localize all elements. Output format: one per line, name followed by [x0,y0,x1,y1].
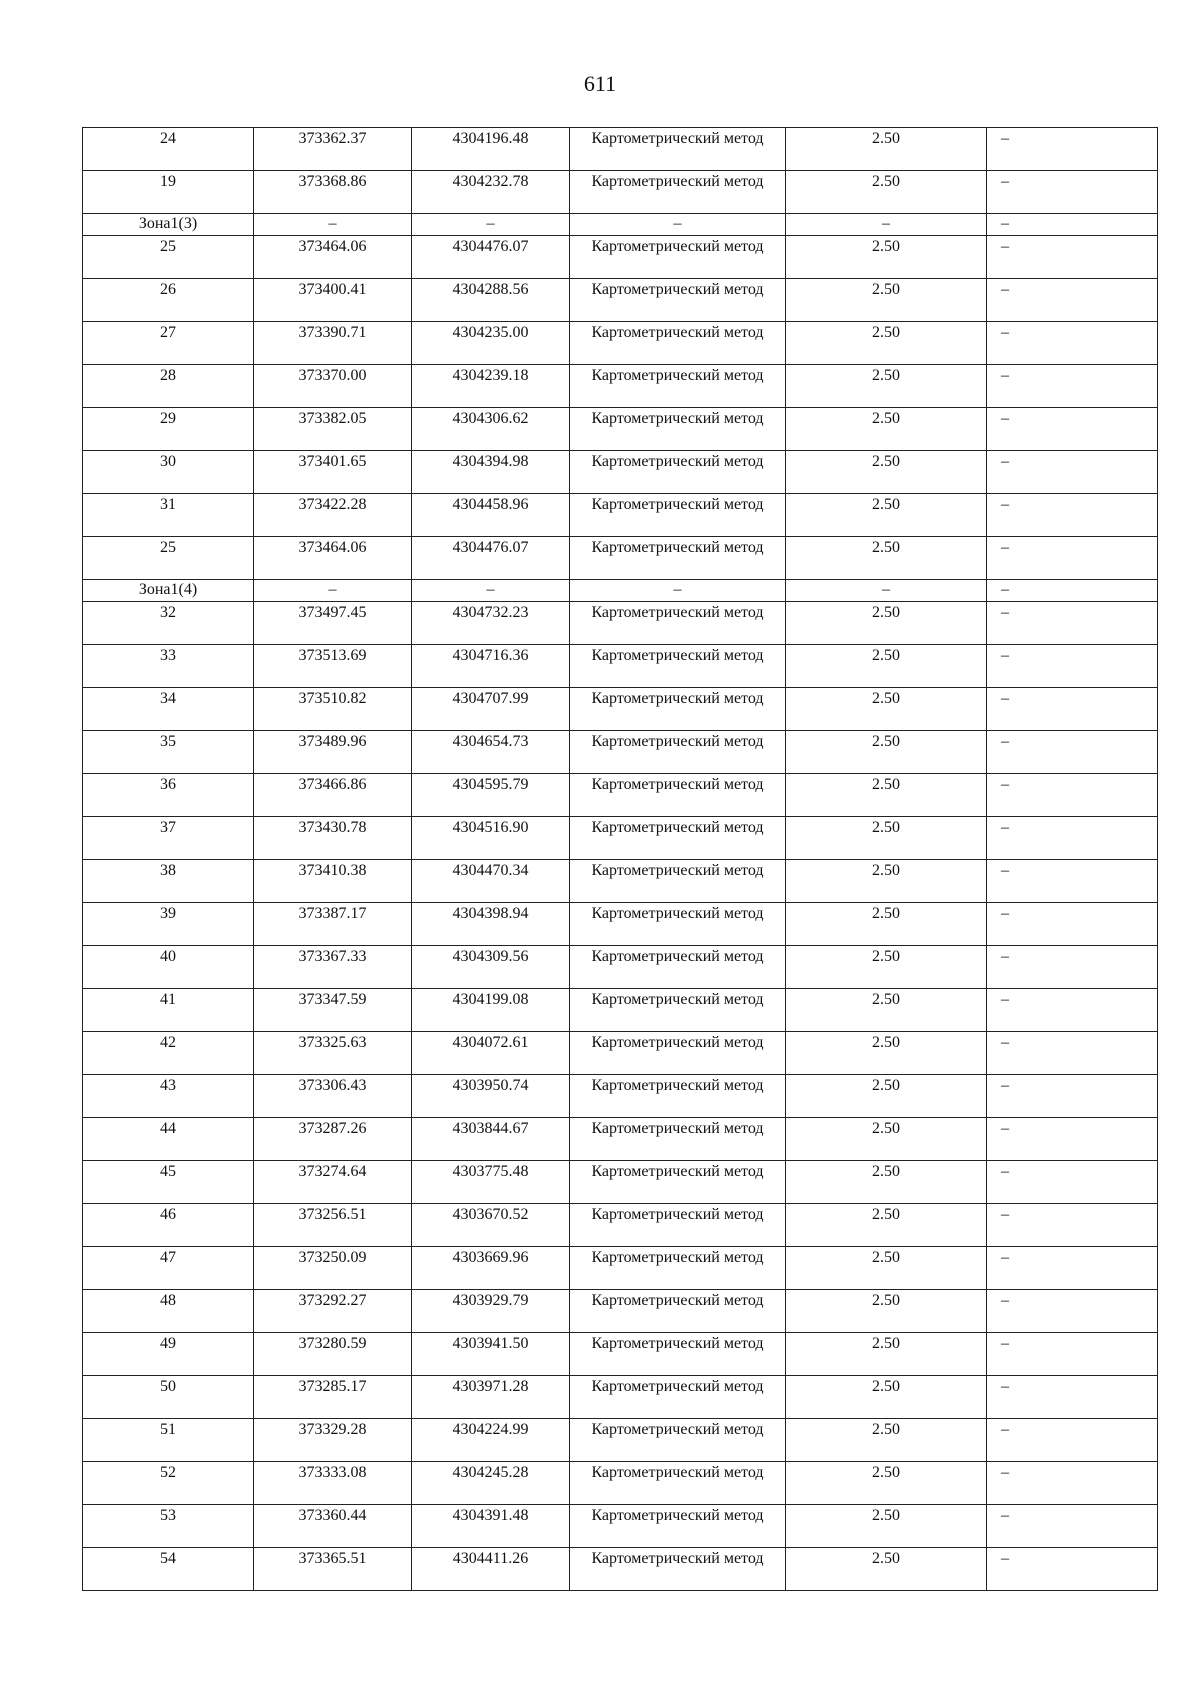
accuracy-cell: 2.50 [786,731,987,774]
table-row [83,1548,1158,1591]
accuracy-cell: 2.50 [786,408,987,451]
x-coordinate-cell: 373400.41 [254,279,412,322]
table-row [83,1032,1158,1075]
description-cell: – [987,1290,1158,1333]
x-coordinate-cell: 373390.71 [254,322,412,365]
x-coordinate-cell: 373292.27 [254,1290,412,1333]
x-coordinate-cell: 373401.65 [254,451,412,494]
x-coordinate-cell: 373497.45 [254,602,412,645]
method-cell: Картометрический метод [570,1333,786,1376]
point-number-cell: 41 [83,989,254,1032]
method-cell: Картометрический метод [570,171,786,214]
point-number-cell: 37 [83,817,254,860]
y-coordinate-cell: 4303929.79 [412,1290,570,1333]
y-coordinate-cell: 4304716.36 [412,645,570,688]
table-row [83,1376,1158,1419]
point-number-cell: 26 [83,279,254,322]
description-cell: – [987,903,1158,946]
accuracy-cell: 2.50 [786,322,987,365]
y-coordinate-cell: 4304391.48 [412,1505,570,1548]
description-cell: – [987,1376,1158,1419]
y-coordinate-cell: 4304516.90 [412,817,570,860]
point-number-cell: 52 [83,1462,254,1505]
accuracy-cell: 2.50 [786,989,987,1032]
accuracy-cell: 2.50 [786,1505,987,1548]
method-cell: Картометрический метод [570,128,786,171]
page-number: 611 [583,71,617,96]
method-cell: Картометрический метод [570,688,786,731]
description-cell: – [987,322,1158,365]
table-row [83,279,1158,322]
description-cell: – [987,171,1158,214]
description-cell: – [987,279,1158,322]
table-row [83,128,1158,171]
table-row [83,731,1158,774]
y-coordinate-cell: 4303941.50 [412,1333,570,1376]
method-cell: Картометрический метод [570,1376,786,1419]
point-number-cell: 53 [83,1505,254,1548]
accuracy-cell: 2.50 [786,1204,987,1247]
accuracy-cell: 2.50 [786,1333,987,1376]
accuracy-cell: 2.50 [786,1376,987,1419]
accuracy-cell: 2.50 [786,1118,987,1161]
accuracy-cell: 2.50 [786,1462,987,1505]
point-number-cell: 32 [83,602,254,645]
method-cell: Картометрический метод [570,946,786,989]
y-coordinate-cell: 4304398.94 [412,903,570,946]
description-cell: – [987,1462,1158,1505]
y-coordinate-cell: 4304199.08 [412,989,570,1032]
y-coordinate-cell: 4304411.26 [412,1548,570,1591]
x-coordinate-cell: 373489.96 [254,731,412,774]
accuracy-cell: 2.50 [786,236,987,279]
x-coordinate-cell: 373285.17 [254,1376,412,1419]
accuracy-cell: 2.50 [786,1032,987,1075]
x-coordinate-cell: 373368.86 [254,171,412,214]
table-row [83,946,1158,989]
accuracy-cell: 2.50 [786,602,987,645]
description-cell: – [987,128,1158,171]
x-coordinate-cell: 373387.17 [254,903,412,946]
table-row [83,645,1158,688]
point-number-cell: 28 [83,365,254,408]
y-coordinate-cell: 4304245.28 [412,1462,570,1505]
x-coordinate-cell: 373274.64 [254,1161,412,1204]
accuracy-cell: 2.50 [786,171,987,214]
table-row [83,322,1158,365]
description-cell: – [987,1204,1158,1247]
method-cell: Картометрический метод [570,279,786,322]
y-coordinate-cell: 4304707.99 [412,688,570,731]
accuracy-cell: 2.50 [786,1419,987,1462]
accuracy-cell: 2.50 [786,494,987,537]
y-coordinate-cell: – [412,214,570,236]
accuracy-cell: 2.50 [786,1161,987,1204]
x-coordinate-cell: 373360.44 [254,1505,412,1548]
method-cell: Картометрический метод [570,1247,786,1290]
description-cell: – [987,537,1158,580]
point-number-cell: 36 [83,774,254,817]
method-cell: – [570,580,786,602]
point-number-cell: 31 [83,494,254,537]
y-coordinate-cell: 4303775.48 [412,1161,570,1204]
y-coordinate-cell: 4304654.73 [412,731,570,774]
table-row [83,688,1158,731]
y-coordinate-cell: 4304595.79 [412,774,570,817]
y-coordinate-cell: 4304458.96 [412,494,570,537]
method-cell: Картометрический метод [570,1118,786,1161]
accuracy-cell: – [786,214,987,236]
x-coordinate-cell: 373325.63 [254,1032,412,1075]
table-row [83,451,1158,494]
method-cell: Картометрический метод [570,774,786,817]
description-cell: – [987,688,1158,731]
x-coordinate-cell: 373280.59 [254,1333,412,1376]
description-cell: – [987,580,1158,602]
method-cell: Картометрический метод [570,537,786,580]
point-number-cell: 49 [83,1333,254,1376]
x-coordinate-cell: 373306.43 [254,1075,412,1118]
description-cell: – [987,1505,1158,1548]
point-number-cell: 19 [83,171,254,214]
table-row [83,408,1158,451]
accuracy-cell: – [786,580,987,602]
accuracy-cell: 2.50 [786,1075,987,1118]
method-cell: Картометрический метод [570,602,786,645]
table-row [83,1204,1158,1247]
description-cell: – [987,946,1158,989]
x-coordinate-cell: 373510.82 [254,688,412,731]
zone-header-row [83,580,1158,602]
method-cell: Картометрический метод [570,1419,786,1462]
method-cell: Картометрический метод [570,365,786,408]
description-cell: – [987,365,1158,408]
x-coordinate-cell: 373333.08 [254,1462,412,1505]
method-cell: Картометрический метод [570,1548,786,1591]
accuracy-cell: 2.50 [786,903,987,946]
point-number-cell: 50 [83,1376,254,1419]
accuracy-cell: 2.50 [786,688,987,731]
table-row [83,537,1158,580]
zone-header-row [83,214,1158,236]
point-number-cell: 27 [83,322,254,365]
y-coordinate-cell: 4304476.07 [412,236,570,279]
description-cell: – [987,1548,1158,1591]
description-cell: – [987,1419,1158,1462]
y-coordinate-cell: 4303844.67 [412,1118,570,1161]
method-cell: – [570,214,786,236]
method-cell: Картометрический метод [570,1505,786,1548]
table-row [83,903,1158,946]
table-row [83,1333,1158,1376]
accuracy-cell: 2.50 [786,451,987,494]
point-number-cell: 38 [83,860,254,903]
description-cell: – [987,1247,1158,1290]
point-number-cell: 24 [83,128,254,171]
x-coordinate-cell: 373367.33 [254,946,412,989]
point-number-cell: 46 [83,1204,254,1247]
x-coordinate-cell: 373365.51 [254,1548,412,1591]
point-number-cell: Зона1(4) [83,580,254,602]
accuracy-cell: 2.50 [786,279,987,322]
method-cell: Картометрический метод [570,903,786,946]
description-cell: – [987,236,1158,279]
y-coordinate-cell: 4304239.18 [412,365,570,408]
table-row [83,171,1158,214]
y-coordinate-cell: 4304224.99 [412,1419,570,1462]
table-row [83,1118,1158,1161]
method-cell: Картометрический метод [570,1032,786,1075]
x-coordinate-cell: 373256.51 [254,1204,412,1247]
description-cell: – [987,817,1158,860]
description-cell: – [987,860,1158,903]
method-cell: Картометрический метод [570,1075,786,1118]
accuracy-cell: 2.50 [786,365,987,408]
y-coordinate-cell: 4304235.00 [412,322,570,365]
y-coordinate-cell: 4303669.96 [412,1247,570,1290]
point-number-cell: 34 [83,688,254,731]
accuracy-cell: 2.50 [786,817,987,860]
method-cell: Картометрический метод [570,408,786,451]
method-cell: Картометрический метод [570,1462,786,1505]
y-coordinate-cell: – [412,580,570,602]
point-number-cell: 48 [83,1290,254,1333]
point-number-cell: 44 [83,1118,254,1161]
y-coordinate-cell: 4304196.48 [412,128,570,171]
description-cell: – [987,602,1158,645]
x-coordinate-cell: – [254,214,412,236]
description-cell: – [987,774,1158,817]
description-cell: – [987,1161,1158,1204]
x-coordinate-cell: 373362.37 [254,128,412,171]
point-number-cell: 43 [83,1075,254,1118]
description-cell: – [987,1118,1158,1161]
y-coordinate-cell: 4304288.56 [412,279,570,322]
method-cell: Картометрический метод [570,451,786,494]
table-row [83,236,1158,279]
method-cell: Картометрический метод [570,817,786,860]
table-row [83,989,1158,1032]
method-cell: Картометрический метод [570,322,786,365]
x-coordinate-cell: 373382.05 [254,408,412,451]
x-coordinate-cell: 373464.06 [254,236,412,279]
point-number-cell: 40 [83,946,254,989]
method-cell: Картометрический метод [570,1290,786,1333]
accuracy-cell: 2.50 [786,1290,987,1333]
y-coordinate-cell: 4303971.28 [412,1376,570,1419]
y-coordinate-cell: 4304306.62 [412,408,570,451]
point-number-cell: 25 [83,537,254,580]
description-cell: – [987,214,1158,236]
y-coordinate-cell: 4304072.61 [412,1032,570,1075]
table-row [83,1505,1158,1548]
point-number-cell: 33 [83,645,254,688]
accuracy-cell: 2.50 [786,1247,987,1290]
table-row [83,365,1158,408]
accuracy-cell: 2.50 [786,860,987,903]
y-coordinate-cell: 4304232.78 [412,171,570,214]
method-cell: Картометрический метод [570,989,786,1032]
description-cell: – [987,451,1158,494]
table-row [83,1290,1158,1333]
accuracy-cell: 2.50 [786,1548,987,1591]
x-coordinate-cell: 373250.09 [254,1247,412,1290]
accuracy-cell: 2.50 [786,537,987,580]
accuracy-cell: 2.50 [786,774,987,817]
table-row [83,1462,1158,1505]
point-number-cell: 30 [83,451,254,494]
description-cell: – [987,989,1158,1032]
point-number-cell: 29 [83,408,254,451]
description-cell: – [987,408,1158,451]
x-coordinate-cell: 373466.86 [254,774,412,817]
table-row [83,774,1158,817]
point-number-cell: 47 [83,1247,254,1290]
accuracy-cell: 2.50 [786,946,987,989]
table-row [83,494,1158,537]
y-coordinate-cell: 4304732.23 [412,602,570,645]
coordinates-table-body [83,128,1158,1591]
point-number-cell: 51 [83,1419,254,1462]
y-coordinate-cell: 4304309.56 [412,946,570,989]
method-cell: Картометрический метод [570,494,786,537]
description-cell: – [987,494,1158,537]
table-row [83,817,1158,860]
table-row [83,860,1158,903]
method-cell: Картометрический метод [570,860,786,903]
table-row [83,1247,1158,1290]
x-coordinate-cell: 373422.28 [254,494,412,537]
x-coordinate-cell: 373410.38 [254,860,412,903]
point-number-cell: 42 [83,1032,254,1075]
x-coordinate-cell: 373347.59 [254,989,412,1032]
x-coordinate-cell: 373370.00 [254,365,412,408]
point-number-cell: 35 [83,731,254,774]
x-coordinate-cell: 373287.26 [254,1118,412,1161]
method-cell: Картометрический метод [570,1161,786,1204]
x-coordinate-cell: 373430.78 [254,817,412,860]
table-row [83,1419,1158,1462]
y-coordinate-cell: 4304394.98 [412,451,570,494]
point-number-cell: 45 [83,1161,254,1204]
method-cell: Картометрический метод [570,645,786,688]
description-cell: – [987,1075,1158,1118]
y-coordinate-cell: 4304470.34 [412,860,570,903]
x-coordinate-cell: 373464.06 [254,537,412,580]
x-coordinate-cell: – [254,580,412,602]
point-number-cell: 54 [83,1548,254,1591]
point-number-cell: 39 [83,903,254,946]
method-cell: Картометрический метод [570,236,786,279]
table-row [83,602,1158,645]
coordinates-table [82,127,1158,1591]
description-cell: – [987,1333,1158,1376]
accuracy-cell: 2.50 [786,645,987,688]
method-cell: Картометрический метод [570,1204,786,1247]
point-number-cell: 25 [83,236,254,279]
y-coordinate-cell: 4303670.52 [412,1204,570,1247]
description-cell: – [987,645,1158,688]
y-coordinate-cell: 4304476.07 [412,537,570,580]
description-cell: – [987,1032,1158,1075]
x-coordinate-cell: 373329.28 [254,1419,412,1462]
y-coordinate-cell: 4303950.74 [412,1075,570,1118]
table-row [83,1161,1158,1204]
description-cell: – [987,731,1158,774]
x-coordinate-cell: 373513.69 [254,645,412,688]
accuracy-cell: 2.50 [786,128,987,171]
point-number-cell: Зона1(3) [83,214,254,236]
table-row [83,1075,1158,1118]
method-cell: Картометрический метод [570,731,786,774]
